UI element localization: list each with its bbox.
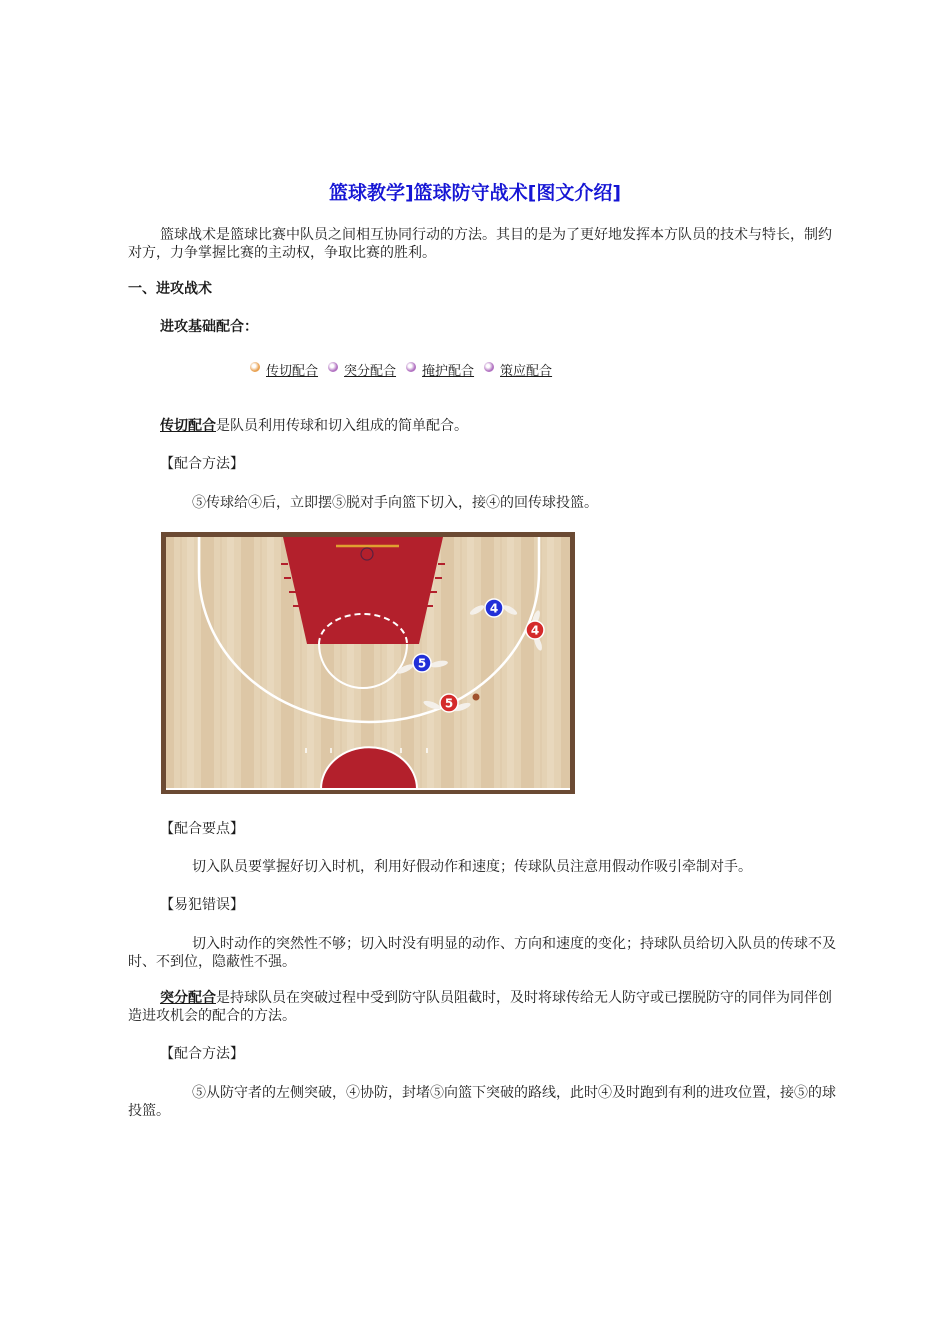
method-text: ⑤传球给④后，立即摆⑤脱对手向篮下切入，接④的回传球投篮。: [192, 495, 598, 511]
page-title: 篮球教学]篮球防守战术[图文介绍]: [328, 182, 622, 204]
paint-area: [283, 537, 443, 644]
nav-link[interactable]: 突分配合: [344, 364, 397, 379]
definition-text: 是持球队员在突破过程中受到防守队员阻截时，及时将球传给无人防守或已摆脱防守的同伴为同伴创造进攻机会的配合的方法。: [128, 990, 832, 1024]
nav-item-chuanqie[interactable]: [250, 360, 318, 379]
nav-link[interactable]: 掩护配合: [422, 364, 475, 379]
nav-item-yanhu[interactable]: [406, 360, 474, 379]
player-label: 5: [417, 656, 427, 671]
tactic-nav: [250, 360, 562, 379]
definition-text: 是队员利用传球和切入组成的简单配合。: [216, 418, 468, 434]
points-text: 切入队员要掌握好切入时机，利用好假动作和速度；传球队员注意用假动作吸引牵制对手。: [192, 859, 752, 875]
tufen-definition: [128, 989, 842, 1025]
court-diagram: [161, 532, 575, 794]
player-label: 5: [444, 696, 454, 711]
nav-item-tufen[interactable]: [328, 360, 396, 379]
nav-link[interactable]: 传切配合: [266, 364, 319, 379]
bullet-icon: [328, 362, 338, 372]
section-heading: 一、进攻战术: [128, 281, 212, 297]
subheading: 进攻基础配合：: [160, 319, 258, 335]
method-text-2: ⑤从防守者的左侧突破，④协防，封堵⑤向篮下突破的路线，此时④及时跑到有利的进攻位置，接⑤的球投篮。: [128, 1085, 836, 1119]
player-label: 4: [530, 623, 540, 638]
method-label: 【配合方法】: [160, 456, 244, 472]
bullet-icon: [484, 362, 494, 372]
method-label-2: 【配合方法】: [160, 1046, 244, 1062]
intro-paragraph: 篮球战术是篮球比赛中队员之间相互协同行动的方法。其目的是为了更好地发挥本方队员的技术与特长，制约对方，力争掌握比赛的主动权，争取比赛的胜利。: [128, 227, 832, 261]
bullet-icon: [250, 362, 260, 372]
errors-text: 切入时动作的突然性不够；切入时没有明显的动作、方向和速度的变化；持球队员给切入队员的传球不及时、不到位，隐蔽性不强。: [128, 936, 836, 970]
player-label: 4: [489, 601, 499, 616]
ball-icon: [473, 694, 480, 701]
term-link[interactable]: 突分配合: [160, 990, 216, 1006]
points-label: 【配合要点】: [160, 821, 244, 837]
bullet-icon: [406, 362, 416, 372]
errors-label: 【易犯错误】: [160, 897, 244, 913]
chuanqie-definition: [160, 417, 874, 435]
nav-link[interactable]: 策应配合: [500, 364, 553, 379]
nav-item-ceying[interactable]: [484, 360, 552, 379]
term-link[interactable]: 传切配合: [160, 418, 216, 434]
